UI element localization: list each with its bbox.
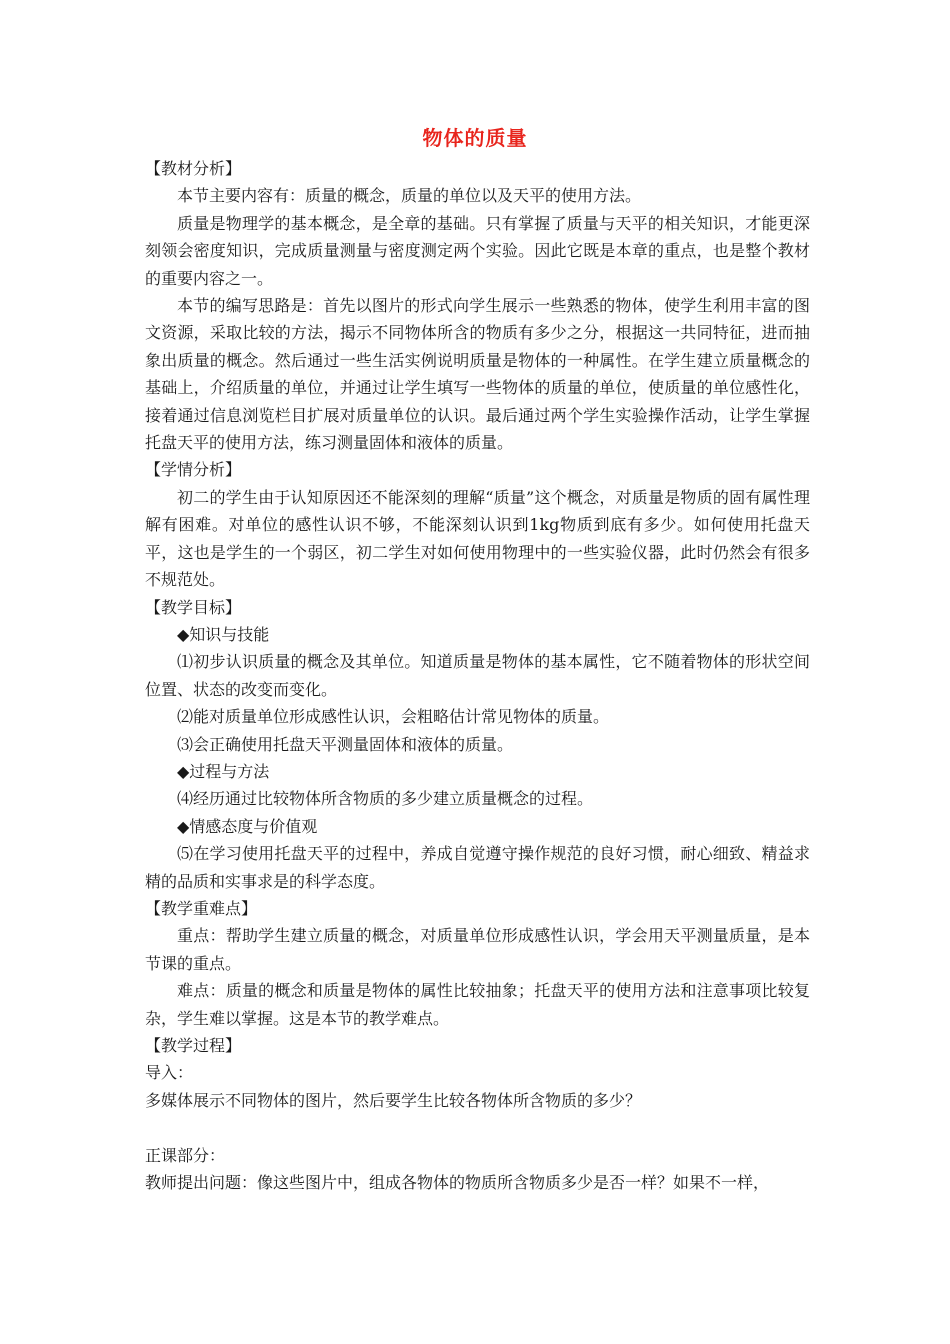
subheading-knowledge-skills: ◆知识与技能 bbox=[177, 624, 270, 644]
main-lesson-text: 教师提出问题：像这些图片中，组成各物体的物质所含物质多少是否一样？如果不一样， bbox=[145, 1173, 770, 1193]
paragraph-difficult-point: 难点：质量的概念和质量是物体的属性比较抽象；托盘天平的使用方法和注意事项比较复杂，学生难以掌握。这是本节的教学难点。 bbox=[145, 981, 810, 1028]
document-body bbox=[145, 155, 810, 1196]
paragraph-key-point: 重点：帮助学生建立质量的概念，对质量单位形成感性认识，学会用天平测量质量，是本节课的重点。 bbox=[145, 926, 810, 973]
paragraph: 质量是物理学的基本概念，是全章的基础。只有掌握了质量与天平的相关知识，才能更深刻领会密度知识，完成质量测量与密度测定两个实验。因此它既是本章的重点，也是整个教材的重要内容之一。 bbox=[145, 213, 810, 288]
subheading-attitude-values: ◆情感态度与价值观 bbox=[177, 816, 318, 836]
goal-item: ⑷经历通过比较物体所含物质的多少建立质量概念的过程。 bbox=[177, 789, 594, 809]
paragraph: 本节的编写思路是：首先以图片的形式向学生展示一些熟悉的物体，使学生利用丰富的图文资源，采取比较的方法，揭示不同物体所含的物质有多少之分，根据这一共同特征，进而抽象出质量的概念。然后通过一些生活实例说明质量是物体的一种属性。在学生建立质量概念的基础上，介绍质量的单位，并通过让学生填写一些物体的质量的单位，使质量的单位感性化，接着通过信息浏览栏目扩展对质量单位的认识。最后通过两个学生实验操作活动，让学生掌握托盘天平的使用方法，练习测量固体和液体的质量。 bbox=[145, 296, 810, 453]
section-heading-key-difficult-points: 【教学重难点】 bbox=[145, 898, 258, 918]
subheading-process-method: ◆过程与方法 bbox=[177, 761, 270, 781]
document-title: 物体的质量 bbox=[422, 126, 528, 150]
paragraph: 初二的学生由于认知原因还不能深刻的理解“质量”这个概念，对质量是物质的固有属性理解有困难。对单位的感性认识不够，不能深刻认识到1kg物质到底有多少。如何使用托盘天平，这也是学生的一个弱区，初二学生对如何使用物理中的一些实验仪器，此时仍然会有很多不规范处。 bbox=[145, 487, 810, 590]
goal-item: ⑵能对质量单位形成感性认识，会粗略估计常见物体的质量。 bbox=[177, 707, 610, 727]
main-lesson-label: 正课部分： bbox=[145, 1145, 226, 1165]
section-heading-textbook-analysis: 【教材分析】 bbox=[145, 159, 242, 178]
section-heading-teaching-goals: 【教学目标】 bbox=[145, 597, 242, 617]
section-heading-teaching-process: 【教学过程】 bbox=[145, 1036, 242, 1055]
intro-label: 导入： bbox=[145, 1063, 194, 1083]
paragraph: 本节主要内容有：质量的概念，质量的单位以及天平的使用方法。 bbox=[177, 186, 642, 206]
intro-text: 多媒体展示不同物体的图片，然后要学生比较各物体所含物质的多少？ bbox=[145, 1090, 642, 1110]
section-heading-student-analysis: 【学情分析】 bbox=[145, 460, 242, 480]
goal-item: ⑶会正确使用托盘天平测量固体和液体的质量。 bbox=[177, 734, 514, 754]
blank-line bbox=[145, 1114, 810, 1141]
goal-item: ⑸在学习使用托盘天平的过程中，养成自觉遵守操作规范的良好习惯，耐心细致、精益求精的品质和实事求是的科学态度。 bbox=[145, 844, 810, 891]
goal-item: ⑴初步认识质量的概念及其单位。知道质量是物体的基本属性，它不随着物体的形状空间位置、状态的改变而变化。 bbox=[145, 652, 810, 699]
